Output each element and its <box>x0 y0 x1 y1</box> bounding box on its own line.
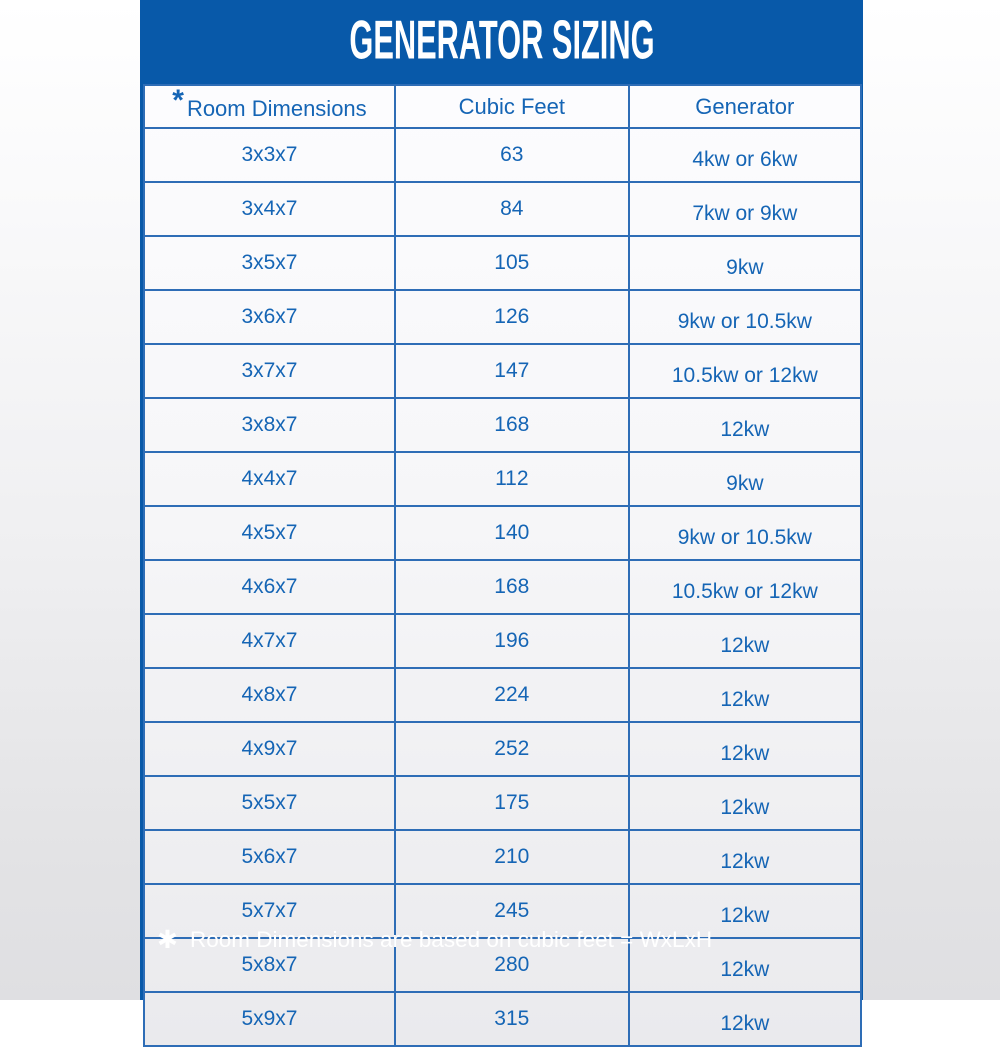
room-dimensions-cell: 5x6x7 <box>144 830 395 884</box>
generator-cell: 10.5kw or 12kw <box>629 344 861 398</box>
cubic-feet-cell: 280 <box>395 938 629 992</box>
footnote <box>140 908 863 972</box>
room-dimensions-cell: 3x4x7 <box>144 182 395 236</box>
room-dimensions-cell: 3x6x7 <box>144 290 395 344</box>
header-cubic-feet: Cubic Feet <box>395 85 629 128</box>
cubic-feet-cell: 210 <box>395 830 629 884</box>
header-generator: Generator <box>629 85 861 128</box>
room-dimensions-cell: 4x8x7 <box>144 668 395 722</box>
generator-cell: 12kw <box>629 722 861 776</box>
blue-panel <box>140 0 863 1035</box>
table-row <box>144 128 861 182</box>
generator-cell: 12kw <box>629 398 861 452</box>
table-row <box>144 344 861 398</box>
room-dimensions-cell: 4x7x7 <box>144 614 395 668</box>
table-row <box>144 452 861 506</box>
header-room-dimensions <box>144 85 395 128</box>
cubic-feet-cell: 140 <box>395 506 629 560</box>
cubic-feet-cell: 315 <box>395 992 629 1046</box>
cubic-feet-cell: 224 <box>395 668 629 722</box>
generator-cell: 4kw or 6kw <box>629 128 861 182</box>
room-dimensions-cell: 4x6x7 <box>144 560 395 614</box>
table-row <box>144 614 861 668</box>
generator-cell: 12kw <box>629 614 861 668</box>
room-dimensions-cell: 5x9x7 <box>144 992 395 1046</box>
cubic-feet-cell: 245 <box>395 884 629 938</box>
room-dimensions-cell: 4x9x7 <box>144 722 395 776</box>
cubic-feet-cell: 168 <box>395 560 629 614</box>
generator-cell: 9kw <box>629 452 861 506</box>
asterisk-mark: * <box>172 83 184 117</box>
table-row <box>144 560 861 614</box>
table-row <box>144 290 861 344</box>
table-row <box>144 992 861 1046</box>
generator-cell: 9kw or 10.5kw <box>629 290 861 344</box>
header-label: Room Dimensions <box>186 95 367 121</box>
cubic-feet-cell: 196 <box>395 614 629 668</box>
footnote-text: Room Dimensions are based on cubic feet = WxLxH <box>189 927 713 952</box>
table-row <box>144 182 861 236</box>
footnote-asterisk-icon: ✱ <box>157 926 178 954</box>
generator-sizing-table <box>143 84 862 1047</box>
cubic-feet-cell: 63 <box>395 128 629 182</box>
table-row <box>144 236 861 290</box>
cubic-feet-cell: 147 <box>395 344 629 398</box>
cubic-feet-cell: 175 <box>395 776 629 830</box>
table-row <box>144 398 861 452</box>
cubic-feet-cell: 105 <box>395 236 629 290</box>
table-row <box>144 776 861 830</box>
room-dimensions-cell: 3x7x7 <box>144 344 395 398</box>
table-row <box>144 506 861 560</box>
room-dimensions-cell: 3x5x7 <box>144 236 395 290</box>
generator-cell: 7kw or 9kw <box>629 182 861 236</box>
generator-cell: 12kw <box>629 776 861 830</box>
cubic-feet-cell: 84 <box>395 182 629 236</box>
generator-cell: 12kw <box>629 992 861 1046</box>
generator-cell: 9kw or 10.5kw <box>629 506 861 560</box>
generator-cell: 9kw <box>629 236 861 290</box>
title-band <box>140 0 863 82</box>
header-row <box>144 85 861 128</box>
cubic-feet-cell: 168 <box>395 398 629 452</box>
table-row <box>144 722 861 776</box>
room-dimensions-cell: 3x8x7 <box>144 398 395 452</box>
cubic-feet-cell: 252 <box>395 722 629 776</box>
page-title: GENERATOR SIZING <box>348 9 655 71</box>
room-dimensions-cell: 5x7x7 <box>144 884 395 938</box>
generator-cell: 12kw <box>629 830 861 884</box>
room-dimensions-cell: 3x3x7 <box>144 128 395 182</box>
room-dimensions-cell: 5x5x7 <box>144 776 395 830</box>
table-row <box>144 830 861 884</box>
generator-cell: 12kw <box>629 668 861 722</box>
generator-cell: 12kw <box>629 884 861 938</box>
cubic-feet-cell: 126 <box>395 290 629 344</box>
room-dimensions-cell: 4x5x7 <box>144 506 395 560</box>
generator-cell: 12kw <box>629 938 861 992</box>
generator-cell: 10.5kw or 12kw <box>629 560 861 614</box>
table-row <box>144 668 861 722</box>
cubic-feet-cell: 112 <box>395 452 629 506</box>
room-dimensions-cell: 5x8x7 <box>144 938 395 992</box>
room-dimensions-cell: 4x4x7 <box>144 452 395 506</box>
